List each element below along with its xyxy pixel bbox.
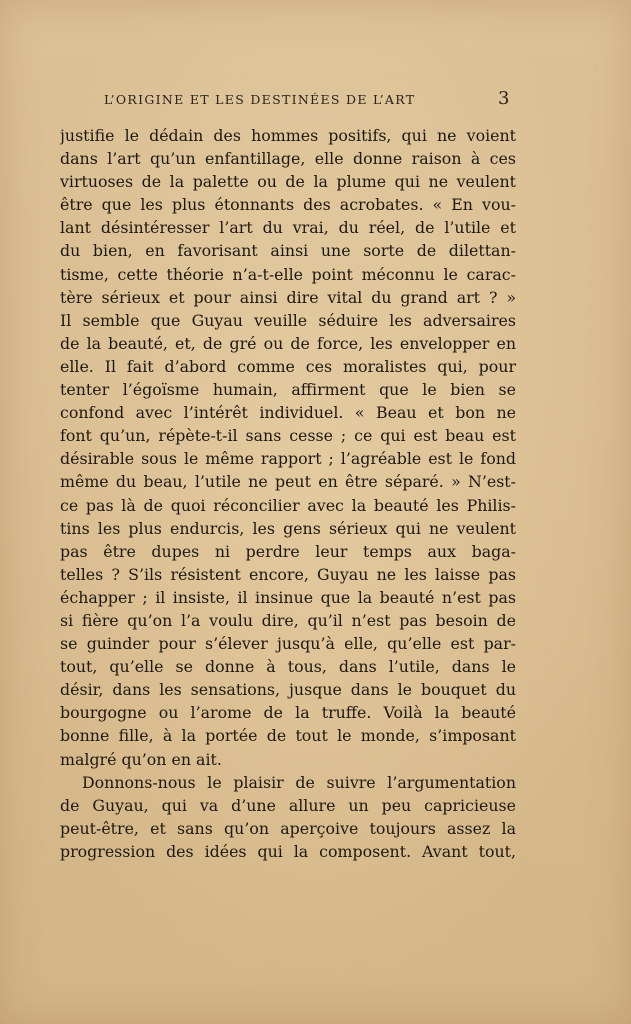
- text-line: tins les plus endurcis, les gens sérieux qui ne veulent: [60, 518, 516, 538]
- text-line: du bien, en favorisant ainsi une sorte de dilettan-: [60, 241, 516, 261]
- text-line: Il semble que Guyau veuille séduire les adversaires: [60, 310, 516, 330]
- text-line: désir, dans les sensations, jusque dans le bouquet du: [60, 680, 516, 700]
- text-line: échapper ; il insiste, il insinue que la beauté n’est pas: [60, 587, 516, 607]
- body-text: [60, 124, 516, 863]
- text-line: justifie le dédain des hommes positifs, qui ne voient: [60, 126, 516, 145]
- text-line: dans l’art qu’un enfantillage, elle donne raison à ces: [60, 149, 516, 169]
- text-line: tout, qu’elle se donne à tous, dans l’utile, dans le: [60, 657, 516, 677]
- text-line: de la beauté, et, de gré ou de force, les envelopper en: [60, 333, 516, 353]
- text-line: se guinder pour s’élever jusqu’à elle, qu’elle est par-: [60, 634, 516, 654]
- text-line: même du beau, l’utile ne peut en être séparé. » N’est-: [60, 472, 516, 492]
- text-line: de Guyau, qui va d’une allure un peu capricieuse: [60, 795, 516, 815]
- text-line: tenter l’égoïsme humain, affirment que le bien se: [60, 380, 516, 400]
- text-line: si fière qu’on l’a voulu dire, qu’il n’est pas besoin de: [60, 610, 516, 630]
- text-line: ce pas là de quoi réconcilier avec la beauté les Philis-: [60, 495, 516, 515]
- text-line: bourgogne ou l’arome de la truffe. Voilà la beauté: [60, 703, 516, 723]
- text-line: progression des idées qui la composent. Avant tout,: [60, 841, 516, 861]
- running-title: L’ORIGINE ET LES DESTINÉES DE L’ART: [104, 92, 416, 107]
- text-line: Donnons-nous le plaisir de suivre l’argumentation: [82, 772, 516, 792]
- text-line: confond avec l’intérêt individuel. « Beau et bon ne: [60, 403, 516, 423]
- text-line: désirable sous le même rapport ; l’agréable est le fond: [60, 449, 516, 469]
- text-line: être que les plus étonnants des acrobates. « En vou-: [60, 195, 516, 215]
- text-line: font qu’un, répète-t-il sans cesse ; ce qui est beau est: [60, 426, 516, 446]
- text-line: pas être dupes ni perdre leur temps aux baga-: [60, 541, 516, 561]
- text-line: peut-être, et sans qu’on aperçoive toujours assez la: [60, 818, 516, 838]
- text-line: virtuoses de la palette ou de la plume qui ne veulent: [60, 172, 516, 192]
- text-line: lant désintéresser l’art du vrai, du réel, de l’utile et: [60, 218, 516, 238]
- text-line: elle. Il fait d’abord comme ces moralistes qui, pour: [60, 356, 516, 376]
- text-line: tère sérieux et pour ainsi dire vital du grand art ? »: [60, 287, 516, 307]
- text-line: telles ? S’ils résistent encore, Guyau ne les laisse pas: [60, 564, 516, 584]
- text-line: tisme, cette théorie n’a-t-elle point méconnu le carac-: [60, 264, 516, 284]
- text-line: malgré qu’on en ait.: [60, 749, 222, 769]
- text-line: bonne fille, à la portée de tout le monde, s’imposant: [60, 726, 516, 746]
- page-number: 3: [498, 88, 510, 109]
